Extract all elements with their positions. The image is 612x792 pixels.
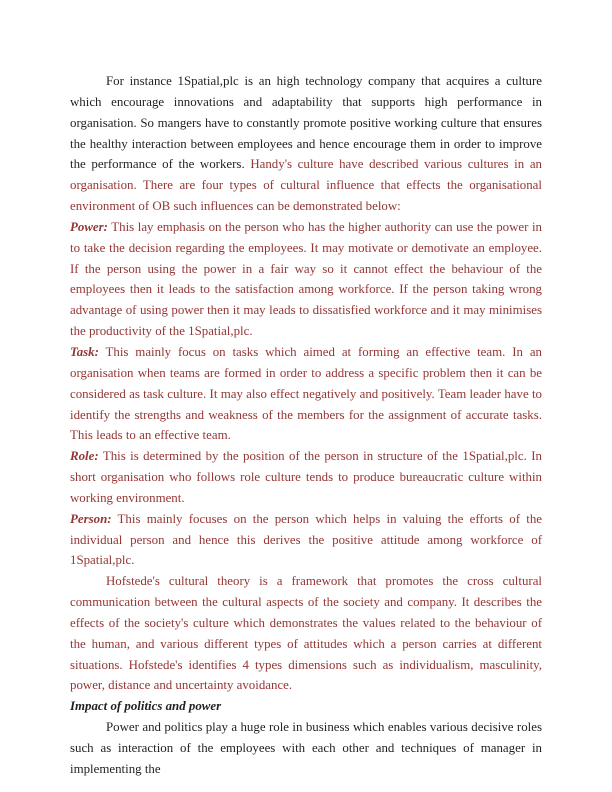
intro-text-black: For instance 1Spatial,plc is an high technology company that acquires a culture which encourage innovations and adaptability that supports high performance in organisation. So mangers have to constantly promote positive working culture that ensures the healthy interaction between employees and hence encourage them in order to improve the performance of the workers.	[70, 74, 542, 172]
intro-text-red: Handy's culture have described various cultures in an organisation. There are four types of cultural influence that effects the organisational environment of OB such influences can be demonstrated below:	[70, 157, 542, 214]
paragraph-person	[70, 509, 542, 572]
task-label: Task:	[70, 344, 99, 359]
paragraph-hofstede: Hofstede's cultural theory is a framework that promotes the cross cultural communication between the cultural aspects of the society and company. It describes the effects of the society's culture which demonstrates the values related to the behaviour of the human, and various different types of attitudes which a person carries at different situations. Hofstede's identifies 4 types dimensions such as individualism, masculinity, power, distance and uncertainty avoidance.	[70, 574, 542, 693]
heading-impact-of-politics-and-power: Impact of politics and power	[70, 699, 222, 714]
role-body: This is determined by the position of the person in structure of the 1Spatial,plc. In short organisation who follows role culture tends to produce bureaucratic culture within working environment.	[70, 449, 542, 505]
paragraph-role	[70, 446, 542, 509]
paragraph-task	[70, 342, 542, 446]
power-body: This lay emphasis on the person who has the higher authority can use the power in to take the decision regarding the employees. It may motivate or demotivate an employee. If the person using the power in a fair way so it cannot effect the behaviour of the employees then it leads to the satisfaction among workforce. If the person taking wrong advantage of using power then it may leads to dissatisfied workforce and it may minimises the productivity of the 1Spatial,plc.	[70, 219, 542, 339]
paragraph-power	[70, 217, 542, 342]
paragraph-politics: Power and politics play a huge role in business which enables various decisive roles such as interaction of the employees with each other and techniques of manager in implementing the	[70, 720, 542, 776]
power-label: Power:	[70, 219, 108, 234]
paragraph-intro	[70, 71, 542, 217]
person-body: This mainly focuses on the person which helps in valuing the efforts of the individual person and hence this derives the positive attitude among workforce of 1Spatial,plc.	[70, 511, 542, 568]
task-body: This mainly focus on tasks which aimed at forming an effective team. In an organisation when teams are formed in order to address a specific problem then it can be considered as task culture. It may also effect negatively and positively. Team leader have to identify the strengths and weakness of the members for the assignment of accurate tasks. This leads to an effective team.	[70, 344, 542, 443]
role-label: Role:	[70, 449, 99, 464]
person-label: Person:	[70, 511, 112, 526]
